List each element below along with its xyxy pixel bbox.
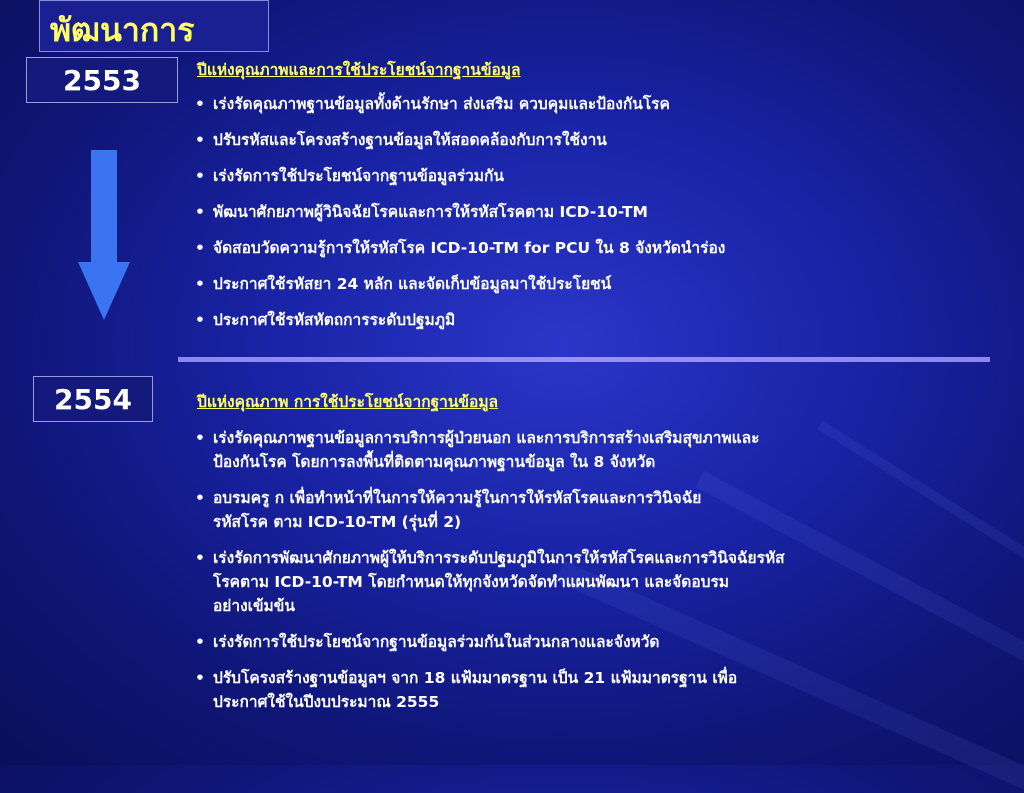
- list-item: • จัดสอบวัดความรู้การให้รหัสโรค ICD-10-TM for PCU ใน 8 จังหวัดนำร่อง: [195, 239, 726, 257]
- list-item: • ประกาศใช้รหัสยา 24 หลัก และจัดเก็บข้อมูลมาใช้ประโยชน์: [195, 275, 612, 293]
- arrow-down-icon: [78, 150, 130, 320]
- list-item: • อบรมครู ก เพื่อทำหน้าที่ในการให้ความรู้ในการให้รหัสโรคและการวินิจฉัย รหัสโรค ตาม ICD-10-TM (รุ่นที่ 2): [195, 489, 702, 531]
- list-item: • เร่งรัดการใช้ประโยชน์จากฐานข้อมูลร่วมกัน: [195, 167, 504, 185]
- list-2554: [195, 426, 1010, 714]
- title-box: [39, 0, 269, 52]
- list-item: • พัฒนาศักยภาพผู้วินิจฉัยโรคและการให้รหัสโรคตาม ICD-10-TM: [195, 203, 648, 221]
- year-label-2553: 2553: [63, 63, 141, 97]
- list-item: • เร่งรัดคุณภาพฐานข้อมูลทั้งด้านรักษา ส่งเสริม ควบคุมและป้องกันโรค: [195, 95, 670, 113]
- section-heading-2554: ปีแห่งคุณภาพ การใช้ประโยชน์จากฐานข้อมูล: [197, 393, 499, 411]
- year-label-2554: 2554: [54, 382, 132, 416]
- list-item: • ประกาศใช้รหัสหัตถการระดับปฐมภูมิ: [195, 311, 456, 329]
- year-box-2553: [26, 57, 178, 103]
- list-item: • เร่งรัดการพัฒนาศักยภาพผู้ให้บริการระดับปฐมภูมิในการให้รหัสโรคและการวินิจฉัยรหัส โรคตาม ICD-10-TM โดยกำหนดให้ทุกจังหวัดจัดทำแผนพัฒนา และจัดอบรม อย่างเข้มข้น: [195, 549, 785, 615]
- list-item: • ปรับรหัสและโครงสร้างฐานข้อมูลให้สอดคล้องกับการใช้งาน: [195, 131, 607, 149]
- list-item: • เร่งรัดการใช้ประโยชน์จากฐานข้อมูลร่วมกันในส่วนกลางและจังหวัด: [195, 633, 660, 651]
- year-box-2554: [33, 376, 153, 422]
- list-2553: [195, 92, 995, 332]
- page-title: พัฒนาการ: [50, 11, 195, 49]
- section-heading-2553: ปีแห่งคุณภาพและการใช้ประโยชน์จากฐานข้อมูล: [197, 61, 521, 79]
- list-item: • ปรับโครงสร้างฐานข้อมูลฯ จาก 18 แฟ้มมาตรฐาน เป็น 21 แฟ้มมาตรฐาน เพื่อ ประกาศใช้ในปีงบประมาณ 2555: [195, 669, 738, 711]
- list-item: • เร่งรัดคุณภาพฐานข้อมูลการบริการผู้ป่วยนอก และการบริการสร้างเสริมสุขภาพและ ป้องกันโรค โดยการลงพื้นที่ติดตามคุณภาพฐานข้อมูล ใน 8 จังหวัด: [195, 429, 760, 471]
- section-divider: [178, 357, 990, 362]
